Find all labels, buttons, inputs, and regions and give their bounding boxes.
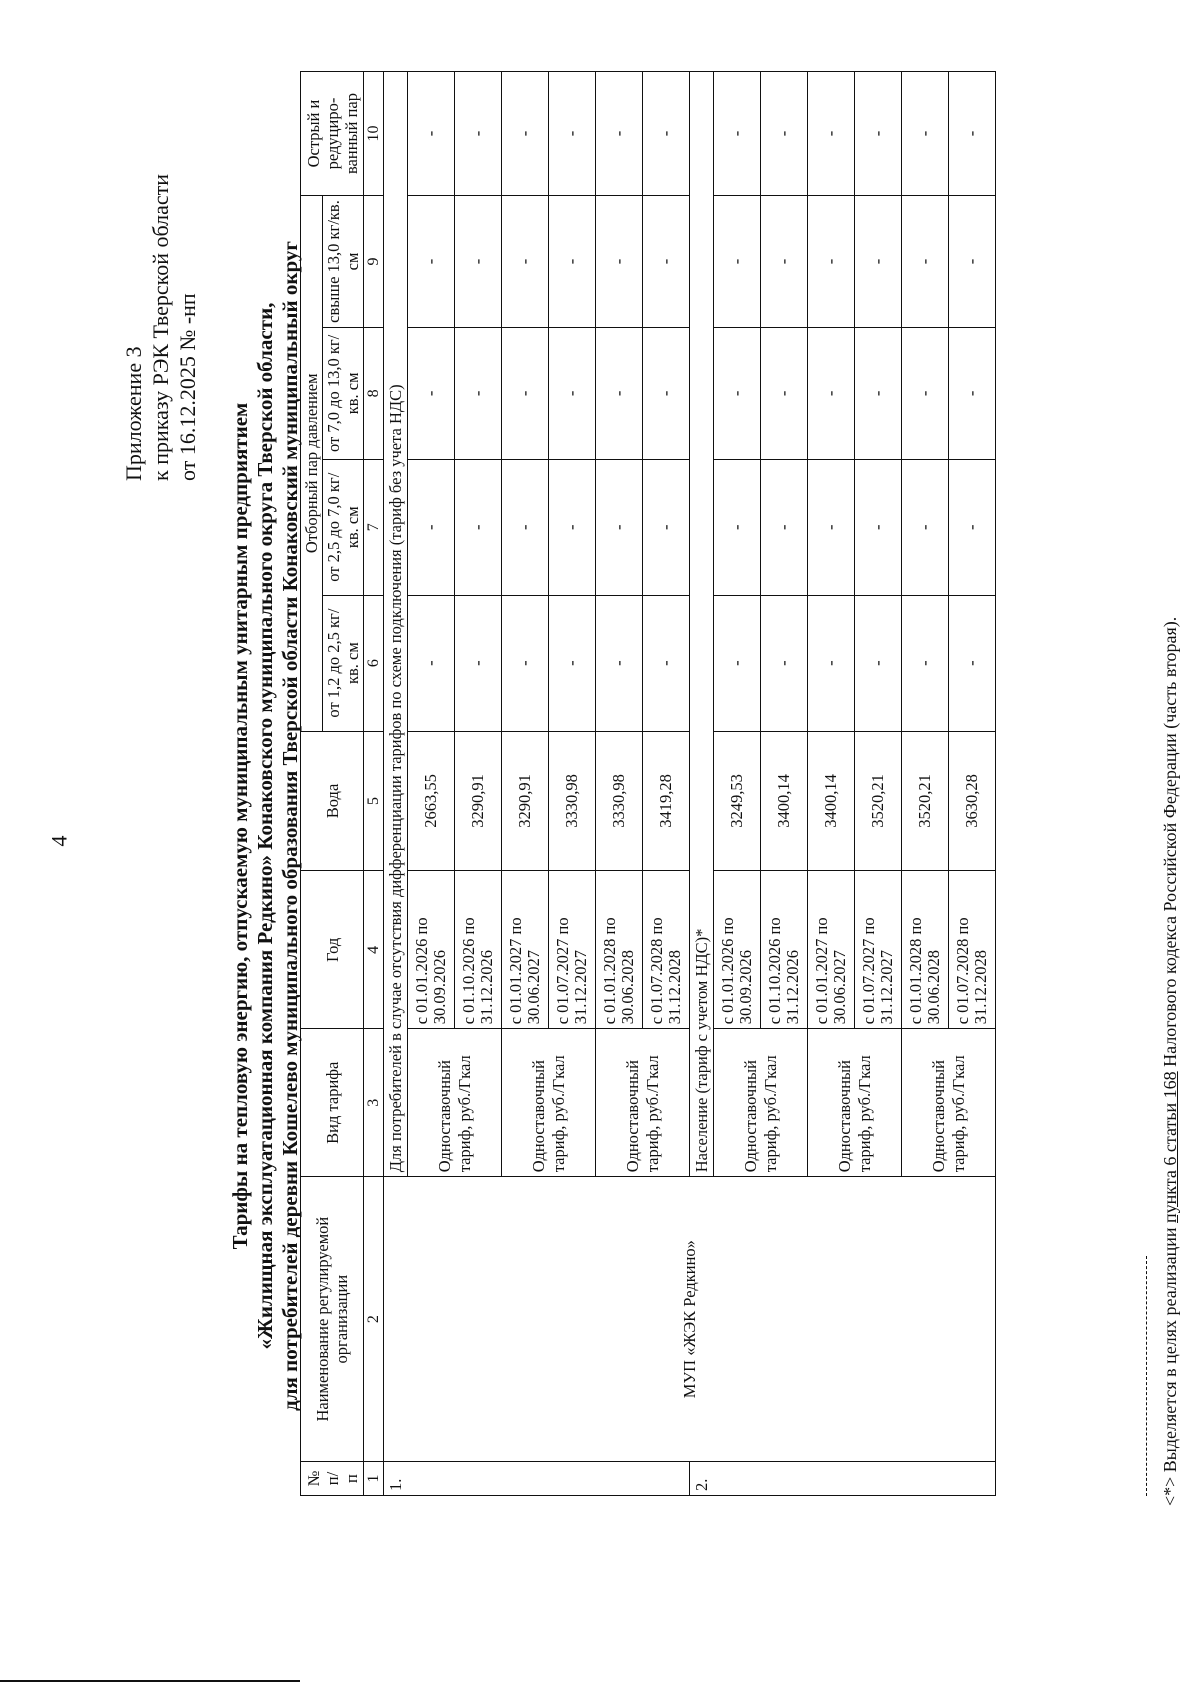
section-label: Для потребителей в случае отсутствия дифференциации тарифов по схеме подключения (тариф без учета НДС) bbox=[384, 72, 408, 1177]
sharp-steam-value: - bbox=[643, 72, 690, 196]
tariff-table bbox=[300, 71, 996, 1496]
period: с 01.10.2026 по 31.12.2026 bbox=[455, 871, 502, 1029]
steam-4-value: - bbox=[549, 196, 596, 328]
steam-2-value: - bbox=[808, 459, 855, 595]
tariff-type: Одноставочный тариф, руб./Гкал bbox=[502, 1029, 596, 1177]
sharp-steam-value: - bbox=[549, 72, 596, 196]
page-number: 4 bbox=[46, 835, 72, 847]
steam-2-value: - bbox=[949, 459, 996, 595]
sharp-steam-value: - bbox=[949, 72, 996, 196]
header-org: Наименование регулируемой организации bbox=[301, 1177, 364, 1462]
steam-3-value: - bbox=[808, 327, 855, 459]
steam-1-value: - bbox=[549, 595, 596, 731]
steam-2-value: - bbox=[408, 459, 455, 595]
tariff-type: Одноставочный тариф, руб./Гкал bbox=[714, 1029, 808, 1177]
steam-2-value: - bbox=[714, 459, 761, 595]
period: с 01.07.2027 по 31.12.2027 bbox=[855, 871, 902, 1029]
section-label: Население (тариф с учетом НДС)* bbox=[690, 72, 714, 1177]
header-sharp-steam: Острый и редуциро- ванный пар bbox=[301, 72, 364, 196]
steam-1-value: - bbox=[408, 595, 455, 731]
header-year: Год bbox=[301, 871, 364, 1029]
header-no: № п/ п bbox=[301, 1462, 364, 1496]
col-number: 9 bbox=[364, 196, 384, 328]
water-value: 3520,21 bbox=[902, 731, 949, 871]
sharp-steam-value: - bbox=[808, 72, 855, 196]
steam-4-value: - bbox=[643, 196, 690, 328]
tariff-type: Одноставочный тариф, руб./Гкал bbox=[902, 1029, 996, 1177]
steam-1-value: - bbox=[643, 595, 690, 731]
sharp-steam-value: - bbox=[902, 72, 949, 196]
water-value: 3520,21 bbox=[855, 731, 902, 871]
steam-3-value: - bbox=[902, 327, 949, 459]
tariff-type: Одноставочный тариф, руб./Гкал bbox=[596, 1029, 690, 1177]
steam-4-value: - bbox=[855, 196, 902, 328]
period: с 01.01.2027 по 30.06.2027 bbox=[502, 871, 549, 1029]
title-line-3: для потребителей деревни Кошелево муниципального образования Тверской области Конаковский муниципальный округ bbox=[278, 241, 302, 1411]
steam-2-value: - bbox=[549, 459, 596, 595]
steam-1-value: - bbox=[761, 595, 808, 731]
title-line-2: «Жилищная эксплуатационная компания Редкино» Конаковского муниципального округа Тверской области, bbox=[253, 302, 277, 1350]
steam-1-value: - bbox=[949, 595, 996, 731]
steam-3-value: - bbox=[455, 327, 502, 459]
water-value: 3290,91 bbox=[502, 731, 549, 871]
period: с 01.07.2027 по 31.12.2027 bbox=[549, 871, 596, 1029]
steam-4-value: - bbox=[761, 196, 808, 328]
steam-1-value: - bbox=[455, 595, 502, 731]
footnote-separator bbox=[1146, 1256, 1147, 1496]
section-row bbox=[384, 72, 408, 1496]
water-value: 3249,53 bbox=[714, 731, 761, 871]
footnote bbox=[1160, 617, 1181, 1506]
sharp-steam-value: - bbox=[855, 72, 902, 196]
sharp-steam-value: - bbox=[596, 72, 643, 196]
header-row bbox=[301, 72, 323, 1496]
water-value: 2663,55 bbox=[408, 731, 455, 871]
steam-2-value: - bbox=[902, 459, 949, 595]
col-number: 3 bbox=[364, 1029, 384, 1177]
steam-1-value: - bbox=[808, 595, 855, 731]
period: с 01.01.2027 по 30.06.2027 bbox=[808, 871, 855, 1029]
steam-2-value: - bbox=[761, 459, 808, 595]
appendix-line-3: от 16.12.2025 № -нп bbox=[175, 293, 200, 481]
section-number: 1. bbox=[384, 1462, 690, 1496]
steam-4-value: - bbox=[502, 196, 549, 328]
steam-1-value: - bbox=[902, 595, 949, 731]
steam-4-value: - bbox=[949, 196, 996, 328]
water-value: 3290,91 bbox=[455, 731, 502, 871]
header-steam-1: от 1,2 до 2,5 кг/кв. см bbox=[323, 595, 364, 731]
appendix-line-2: к приказу РЭК Тверской области bbox=[148, 173, 173, 481]
steam-4-value: - bbox=[455, 196, 502, 328]
sharp-steam-value: - bbox=[761, 72, 808, 196]
sharp-steam-value: - bbox=[502, 72, 549, 196]
header-water: Вода bbox=[301, 731, 364, 871]
steam-3-value: - bbox=[596, 327, 643, 459]
header-steam-3: от 7,0 до 13,0 кг/кв. см bbox=[323, 327, 364, 459]
steam-4-value: - bbox=[596, 196, 643, 328]
sharp-steam-value: - bbox=[455, 72, 502, 196]
column-number-row bbox=[364, 72, 384, 1496]
water-value: 3400,14 bbox=[761, 731, 808, 871]
steam-3-value: - bbox=[408, 327, 455, 459]
water-value: 3330,98 bbox=[549, 731, 596, 871]
water-value: 3419,28 bbox=[643, 731, 690, 871]
period: с 01.07.2028 по 31.12.2028 bbox=[949, 871, 996, 1029]
water-value: 3330,98 bbox=[596, 731, 643, 871]
header-tariff-type: Вид тарифа bbox=[301, 1029, 364, 1177]
section-number: 2. bbox=[690, 1462, 996, 1496]
footnote-link: пункта 6 статьи 168 bbox=[1160, 1071, 1180, 1223]
col-number: 4 bbox=[364, 871, 384, 1029]
steam-2-value: - bbox=[502, 459, 549, 595]
header-steam-2: от 2,5 до 7,0 кг/кв. см bbox=[323, 459, 364, 595]
col-number: 5 bbox=[364, 731, 384, 871]
steam-1-value: - bbox=[855, 595, 902, 731]
steam-4-value: - bbox=[902, 196, 949, 328]
sharp-steam-value: - bbox=[714, 72, 761, 196]
steam-3-value: - bbox=[714, 327, 761, 459]
footnote-prefix: <*> Выделяется в целях реализации bbox=[1160, 1222, 1180, 1506]
steam-3-value: - bbox=[643, 327, 690, 459]
appendix-line-1: Приложение 3 bbox=[121, 346, 146, 481]
title-line-1: Тарифы на тепловую энергию, отпускаемую муниципальным унитарным предприятием bbox=[228, 402, 252, 1250]
col-number: 6 bbox=[364, 595, 384, 731]
col-number: 1 bbox=[364, 1462, 384, 1496]
appendix-block bbox=[120, 61, 201, 481]
steam-3-value: - bbox=[502, 327, 549, 459]
steam-2-value: - bbox=[855, 459, 902, 595]
steam-1-value: - bbox=[714, 595, 761, 731]
water-value: 3630,28 bbox=[949, 731, 996, 871]
period: с 01.07.2028 по 31.12.2028 bbox=[643, 871, 690, 1029]
header-steam-4: свыше 13,0 кг/кв. см bbox=[323, 196, 364, 328]
document-title bbox=[228, 156, 303, 1496]
organization-name: МУП «ЖЭК Редкино» bbox=[384, 1177, 996, 1462]
steam-3-value: - bbox=[855, 327, 902, 459]
steam-4-value: - bbox=[808, 196, 855, 328]
period: с 01.10.2026 по 31.12.2026 bbox=[761, 871, 808, 1029]
col-number: 10 bbox=[364, 72, 384, 196]
steam-2-value: - bbox=[596, 459, 643, 595]
footnote-suffix: Налогового кодекса Российской Федерации (часть вторая). bbox=[1160, 616, 1180, 1072]
header-steam-group: Отборный пар давлением bbox=[301, 196, 323, 731]
steam-2-value: - bbox=[455, 459, 502, 595]
col-number: 7 bbox=[364, 459, 384, 595]
tariff-type: Одноставочный тариф, руб./Гкал bbox=[408, 1029, 502, 1177]
steam-4-value: - bbox=[714, 196, 761, 328]
steam-1-value: - bbox=[596, 595, 643, 731]
steam-3-value: - bbox=[549, 327, 596, 459]
tariff-type: Одноставочный тариф, руб./Гкал bbox=[808, 1029, 902, 1177]
water-value: 3400,14 bbox=[808, 731, 855, 871]
steam-2-value: - bbox=[643, 459, 690, 595]
col-number: 8 bbox=[364, 327, 384, 459]
col-number: 2 bbox=[364, 1177, 384, 1462]
period: с 01.01.2028 по 30.06.2028 bbox=[596, 871, 643, 1029]
period: с 01.01.2028 по 30.06.2028 bbox=[902, 871, 949, 1029]
steam-1-value: - bbox=[502, 595, 549, 731]
period: с 01.01.2026 по 30.09.2026 bbox=[714, 871, 761, 1029]
sharp-steam-value: - bbox=[408, 72, 455, 196]
steam-3-value: - bbox=[949, 327, 996, 459]
steam-4-value: - bbox=[408, 196, 455, 328]
steam-3-value: - bbox=[761, 327, 808, 459]
period: с 01.01.2026 по 30.09.2026 bbox=[408, 871, 455, 1029]
